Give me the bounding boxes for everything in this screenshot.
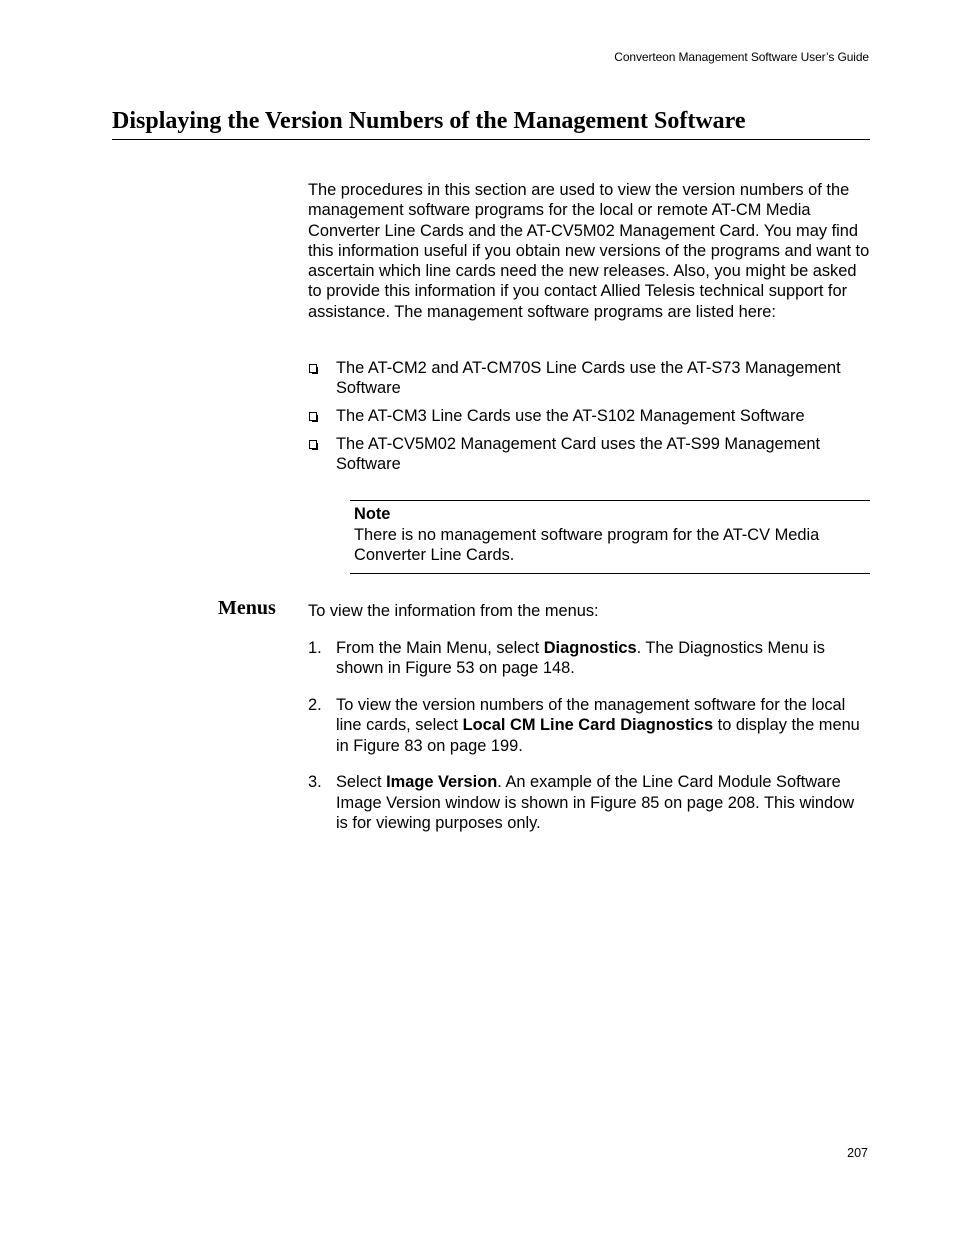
step-text: To view the version numbers of the management software for the local line cards, select [336, 696, 846, 735]
bullet-text: The AT-CM2 and AT-CM70S Line Cards use the AT-S73 Management Software [336, 359, 841, 398]
software-bullet-list [308, 358, 870, 482]
procedure-step [308, 695, 870, 756]
procedure-steps [308, 638, 870, 850]
running-header: Converteon Management Software User’s Guide [614, 50, 869, 64]
menus-intro: To view the information from the menus: [308, 602, 599, 620]
step-text: Select [336, 773, 387, 792]
step-menu-option: Diagnostics [543, 639, 637, 657]
note-box [350, 500, 870, 574]
list-item [308, 434, 870, 475]
procedure-step [308, 638, 870, 679]
menus-heading: Menus [218, 597, 276, 619]
step-number: 3. [308, 773, 322, 792]
bullet-text: The AT-CM3 Line Cards use the AT-S102 Management Software [336, 407, 805, 426]
step-menu-option: Image Version [386, 773, 498, 792]
intro-paragraph: The procedures in this section are used to view the version numbers of the management software programs for the local or remote AT-CM Media Converter Line Cards and the AT-CV5M02 Management Card. You may find this information useful if you obtain new versions of the programs and want to ascertain which line cards need the new releases. Also, you might be asked to provide this information if you contact Allied Telesis technical support for assistance. The management software programs are listed here: [308, 181, 870, 321]
procedure-step [308, 772, 870, 833]
step-text: . The Diagnostics Menu is shown in Figure 53 on page 148. [336, 639, 825, 678]
checkbox-bullet-icon [309, 412, 317, 421]
section-title: Displaying the Version Numbers of the Management Software [112, 106, 870, 140]
list-item [308, 406, 870, 426]
step-text: . An example of the Line Card Module Software Image Version window is shown in Figure 85 on page 208. This window is for viewing purposes only. [336, 773, 855, 833]
bullet-text: The AT-CV5M02 Management Card uses the AT-S99 Management Software [336, 434, 821, 474]
step-number: 1. [308, 639, 322, 657]
checkbox-bullet-icon [309, 364, 317, 373]
list-item [308, 358, 870, 399]
page-number: 207 [847, 1146, 868, 1160]
note-label: Note [354, 505, 391, 523]
note-text: There is no management software program for the AT-CV Media Converter Line Cards. [354, 525, 820, 565]
step-text: From the Main Menu, select [336, 639, 544, 657]
step-number: 2. [308, 696, 322, 715]
checkbox-bullet-icon [309, 440, 317, 449]
step-menu-option: Local CM Line Card Diagnostics [462, 716, 714, 735]
step-text: to display the menu in Figure 83 on page 199. [336, 716, 860, 755]
